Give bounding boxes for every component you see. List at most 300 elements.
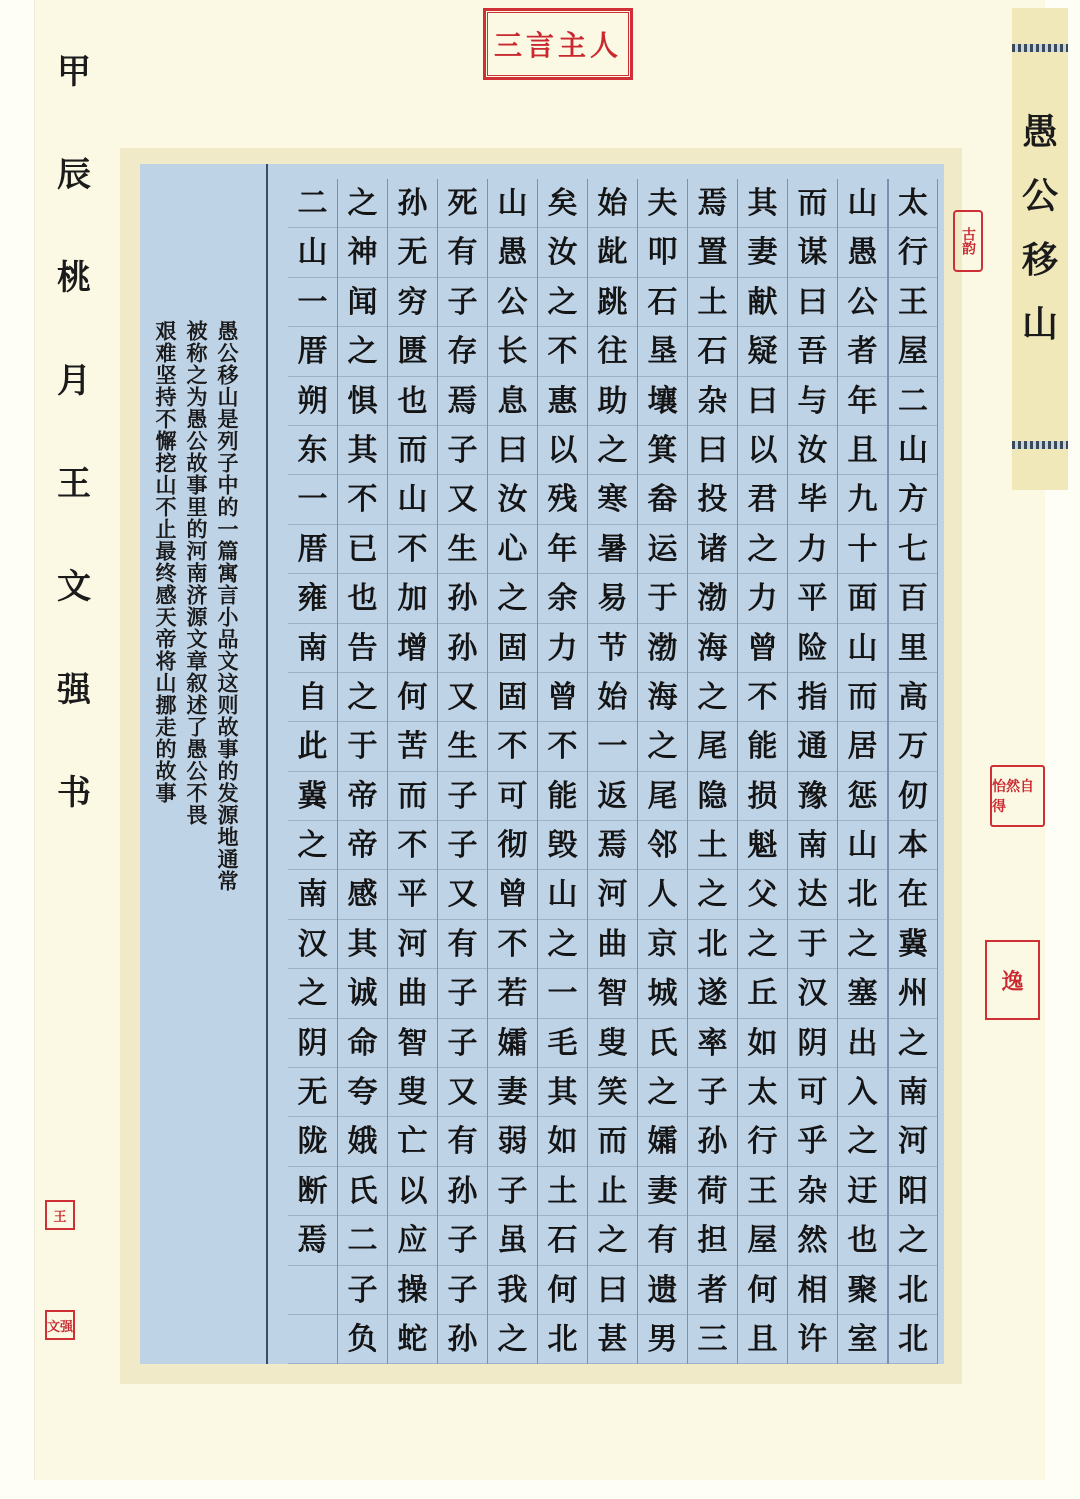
text-cell: 何 [538, 1266, 587, 1315]
text-cell: 汝 [488, 475, 537, 524]
text-cell: 海 [638, 673, 687, 722]
text-cell: 渤 [638, 624, 687, 673]
text-cell: 万 [889, 722, 937, 771]
text-cell: 塞 [838, 969, 887, 1018]
text-cell: 负 [338, 1315, 387, 1364]
text-cell: 吾 [788, 327, 837, 376]
text-cell: 生 [438, 722, 487, 771]
text-cell: 焉 [288, 1216, 337, 1265]
text-cell: 许 [788, 1315, 837, 1364]
text-cell: 海 [688, 624, 737, 673]
text-cell: 南 [788, 821, 837, 870]
text-cell: 石 [538, 1216, 587, 1265]
work-title [1012, 100, 1068, 356]
text-cell: 存 [438, 327, 487, 376]
text-cell: 如 [538, 1117, 587, 1166]
text-cell: 东 [288, 426, 337, 475]
text-cell: 叟 [588, 1019, 637, 1068]
text-cell: 疑 [738, 327, 787, 376]
text-cell: 不 [488, 920, 537, 969]
text-cell: 孀 [488, 1019, 537, 1068]
text-cell: 京 [638, 920, 687, 969]
text-cell: 山 [838, 179, 887, 228]
text-cell: 一 [288, 475, 337, 524]
text-cell: 感 [338, 870, 387, 919]
text-cell: 不 [338, 475, 387, 524]
text-cell: 虽 [488, 1216, 537, 1265]
text-cell: 若 [488, 969, 537, 1018]
text-cell: 毕 [788, 475, 837, 524]
text-cell: 石 [688, 327, 737, 376]
text-cell: 人 [638, 870, 687, 919]
text-cell: 妻 [638, 1167, 687, 1216]
text-cell: 屋 [889, 327, 937, 376]
text-cell: 又 [438, 673, 487, 722]
text-cell: 不 [538, 327, 587, 376]
text-cell: 帝 [338, 821, 387, 870]
text-cell: 跳 [588, 278, 637, 327]
text-cell: 而 [838, 673, 887, 722]
title-char: 公 [1021, 175, 1058, 217]
text-cell: 之 [738, 920, 787, 969]
text-column [288, 179, 338, 1364]
text-cell: 豫 [788, 772, 837, 821]
signature-char: 月 [57, 361, 91, 401]
text-cell: 屋 [738, 1216, 787, 1265]
text-cell: 曾 [488, 870, 537, 919]
text-cell: 雍 [288, 574, 337, 623]
text-cell: 遂 [688, 969, 737, 1018]
text-cell: 于 [638, 574, 687, 623]
text-cell: 山 [388, 475, 437, 524]
text-cell: 叟 [388, 1068, 437, 1117]
text-cell: 其 [538, 1068, 587, 1117]
text-cell: 不 [388, 821, 437, 870]
text-cell: 行 [889, 228, 937, 277]
text-cell: 暑 [588, 525, 637, 574]
text-cell: 太 [738, 1068, 787, 1117]
text-cell: 者 [688, 1266, 737, 1315]
seal-right-3: 逸 [985, 940, 1040, 1020]
text-cell: 而 [388, 426, 437, 475]
text-cell: 之 [288, 969, 337, 1018]
text-cell: 毁 [538, 821, 587, 870]
text-cell: 仞 [889, 772, 937, 821]
text-cell: 夫 [638, 179, 687, 228]
text-cell: 甚 [588, 1315, 637, 1364]
text-cell: 杂 [788, 1167, 837, 1216]
text-cell: 弱 [488, 1117, 537, 1166]
text-cell: 孀 [638, 1117, 687, 1166]
text-cell: 诸 [688, 525, 737, 574]
text-cell: 苦 [388, 722, 437, 771]
text-cell: 止 [588, 1167, 637, 1216]
text-cell: 命 [338, 1019, 387, 1068]
text-cell: 孙 [388, 179, 437, 228]
title-char: 移 [1021, 239, 1058, 281]
text-cell: 焉 [588, 821, 637, 870]
text-cell: 助 [588, 377, 637, 426]
text-cell: 且 [838, 426, 887, 475]
text-cell: 杂 [688, 377, 737, 426]
text-cell: 入 [838, 1068, 887, 1117]
text-cell: 父 [738, 870, 787, 919]
text-cell: 迂 [838, 1167, 887, 1216]
text-cell: 断 [288, 1167, 337, 1216]
text-cell: 荷 [688, 1167, 737, 1216]
text-cell: 无 [288, 1068, 337, 1117]
text-cell: 在 [889, 870, 937, 919]
text-cell: 里 [889, 624, 937, 673]
text-cell: 力 [788, 525, 837, 574]
text-cell: 毛 [538, 1019, 587, 1068]
text-cell: 之 [538, 278, 587, 327]
text-cell: 又 [438, 475, 487, 524]
text-cell: 险 [788, 624, 837, 673]
text-cell: 叩 [638, 228, 687, 277]
text-cell: 又 [438, 870, 487, 919]
text-cell: 曲 [588, 920, 637, 969]
text-cell: 年 [538, 525, 587, 574]
text-cell: 子 [438, 1019, 487, 1068]
text-cell: 公 [838, 278, 887, 327]
text-cell: 山 [838, 624, 887, 673]
text-cell: 聚 [838, 1266, 887, 1315]
text-cell: 垦 [638, 327, 687, 376]
text-cell: 有 [438, 228, 487, 277]
text-cell: 龀 [588, 228, 637, 277]
signature-char: 王 [57, 464, 91, 504]
text-cell: 汝 [538, 228, 587, 277]
signature-char: 甲 [57, 52, 91, 92]
text-cell: 之 [688, 870, 737, 919]
text-cell: 率 [688, 1019, 737, 1068]
text-cell: 始 [588, 179, 637, 228]
text-cell: 方 [889, 475, 937, 524]
signature-char: 书 [57, 773, 91, 813]
text-cell: 且 [738, 1315, 787, 1364]
text-cell: 易 [588, 574, 637, 623]
title-char: 愚 [1021, 111, 1058, 153]
text-cell: 有 [638, 1216, 687, 1265]
text-cell: 北 [889, 1266, 937, 1315]
text-cell: 孙 [438, 1315, 487, 1364]
text-cell: 乎 [788, 1117, 837, 1166]
text-cell: 也 [838, 1216, 887, 1265]
text-cell: 心 [488, 525, 537, 574]
text-cell: 之 [338, 179, 387, 228]
text-cell: 与 [788, 377, 837, 426]
text-cell: 北 [838, 870, 887, 919]
text-cell: 以 [538, 426, 587, 475]
text-cell: 之 [838, 1117, 887, 1166]
seal-right-1: 古韵 [953, 210, 983, 272]
text-cell: 残 [538, 475, 587, 524]
text-cell: 子 [438, 772, 487, 821]
text-cell: 以 [738, 426, 787, 475]
text-cell: 南 [889, 1068, 937, 1117]
text-column [738, 179, 788, 1364]
text-cell: 我 [488, 1266, 537, 1315]
text-cell: 石 [638, 278, 687, 327]
text-cell: 厝 [288, 525, 337, 574]
text-column [538, 179, 588, 1364]
text-cell: 行 [738, 1117, 787, 1166]
text-cell: 余 [538, 574, 587, 623]
text-cell: 曲 [388, 969, 437, 1018]
text-cell: 之 [889, 1216, 937, 1265]
text-cell: 愚 [838, 228, 887, 277]
seal-right-2: 怡然自得 [990, 765, 1045, 827]
text-cell: 丘 [738, 969, 787, 1018]
text-cell: 畚 [638, 475, 687, 524]
text-cell: 生 [438, 525, 487, 574]
text-column [388, 179, 438, 1364]
text-cell: 自 [288, 673, 337, 722]
text-cell: 冀 [288, 772, 337, 821]
text-cell: 之 [288, 821, 337, 870]
text-cell: 何 [388, 673, 437, 722]
text-cell: 愚 [488, 228, 537, 277]
text-cell: 王 [889, 278, 937, 327]
text-cell: 孙 [688, 1117, 737, 1166]
text-cell: 厝 [288, 327, 337, 376]
text-cell: 孙 [438, 624, 487, 673]
text-cell: 可 [488, 772, 537, 821]
text-cell: 之 [638, 1068, 687, 1117]
text-cell: 置 [688, 228, 737, 277]
text-cell: 闻 [338, 278, 387, 327]
text-cell: 娥 [338, 1117, 387, 1166]
text-cell: 于 [788, 920, 837, 969]
text-column [788, 179, 838, 1364]
text-cell: 惩 [838, 772, 887, 821]
text-cell: 本 [889, 821, 937, 870]
text-cell: 出 [838, 1019, 887, 1068]
text-cell: 寒 [588, 475, 637, 524]
text-cell: 彻 [488, 821, 537, 870]
text-cell: 告 [338, 624, 387, 673]
text-cell: 以 [388, 1167, 437, 1216]
text-cell: 指 [788, 673, 837, 722]
text-cell: 陇 [288, 1117, 337, 1166]
text-cell: 面 [838, 574, 887, 623]
text-cell: 男 [638, 1315, 687, 1364]
text-cell: 不 [488, 722, 537, 771]
text-cell: 尾 [688, 722, 737, 771]
text-cell: 三 [688, 1315, 737, 1364]
text-cell: 子 [438, 1266, 487, 1315]
text-cell: 不 [388, 525, 437, 574]
text-cell: 而 [788, 179, 837, 228]
text-cell: 北 [538, 1315, 587, 1364]
text-cell: 高 [889, 673, 937, 722]
text-cell: 北 [889, 1315, 937, 1364]
text-cell: 王 [738, 1167, 787, 1216]
text-cell: 山 [488, 179, 537, 228]
text-cell: 州 [889, 969, 937, 1018]
text-cell: 二 [889, 377, 937, 426]
text-cell: 平 [388, 870, 437, 919]
text-cell: 力 [538, 624, 587, 673]
text-cell: 其 [338, 920, 387, 969]
text-cell: 平 [788, 574, 837, 623]
calligraphy-grid [287, 179, 938, 1364]
text-cell: 九 [838, 475, 887, 524]
text-cell: 之 [588, 1216, 637, 1265]
text-cell [288, 1315, 337, 1364]
text-cell: 魁 [738, 821, 787, 870]
text-cell: 一 [588, 722, 637, 771]
text-cell: 十 [838, 525, 887, 574]
text-cell: 返 [588, 772, 637, 821]
text-cell: 一 [288, 278, 337, 327]
text-cell: 遗 [638, 1266, 687, 1315]
text-cell: 妻 [738, 228, 787, 277]
text-cell: 可 [788, 1068, 837, 1117]
text-cell: 之 [738, 525, 787, 574]
text-cell: 相 [788, 1266, 837, 1315]
text-cell: 惠 [538, 377, 587, 426]
text-cell: 惧 [338, 377, 387, 426]
text-cell: 壤 [638, 377, 687, 426]
annotation-line: 艰难坚持不懈挖山不止最终感天帝将山挪走的故事 [153, 320, 178, 804]
text-cell: 此 [288, 722, 337, 771]
text-cell: 曾 [538, 673, 587, 722]
text-cell: 七 [889, 525, 937, 574]
text-cell: 应 [388, 1216, 437, 1265]
seal-left-2: 文强 [45, 1310, 75, 1340]
text-cell: 阳 [889, 1167, 937, 1216]
text-column [888, 179, 938, 1364]
text-cell: 子 [488, 1167, 537, 1216]
text-cell: 而 [588, 1117, 637, 1166]
text-cell: 之 [538, 920, 587, 969]
text-cell: 而 [388, 772, 437, 821]
text-cell: 往 [588, 327, 637, 376]
text-cell: 焉 [688, 179, 737, 228]
text-column [338, 179, 388, 1364]
text-cell: 室 [838, 1315, 887, 1364]
text-cell: 汝 [788, 426, 837, 475]
text-cell: 阴 [288, 1019, 337, 1068]
text-cell: 年 [838, 377, 887, 426]
text-cell: 公 [488, 278, 537, 327]
text-cell: 不 [538, 722, 587, 771]
text-cell: 箕 [638, 426, 687, 475]
text-cell: 不 [738, 673, 787, 722]
text-cell: 子 [688, 1068, 737, 1117]
text-cell: 北 [688, 920, 737, 969]
text-column [588, 179, 638, 1364]
signature-char: 强 [57, 670, 91, 710]
title-band-bottom [1012, 441, 1068, 449]
text-cell: 通 [788, 722, 837, 771]
text-cell: 孙 [438, 1167, 487, 1216]
annotation-line: 愚公移山是列子中的一篇寓言小品文这则故事的发源地通常 [215, 320, 240, 892]
page-edge [34, 0, 35, 1480]
text-cell: 夸 [338, 1068, 387, 1117]
text-cell: 投 [688, 475, 737, 524]
signature-char: 文 [57, 567, 91, 607]
text-cell: 有 [438, 1117, 487, 1166]
text-cell: 也 [388, 377, 437, 426]
text-cell: 匮 [388, 327, 437, 376]
text-cell: 二 [338, 1216, 387, 1265]
seal-left-1: 王 [45, 1200, 75, 1230]
text-cell: 土 [538, 1167, 587, 1216]
text-cell: 之 [488, 1315, 537, 1364]
text-cell: 之 [338, 673, 387, 722]
text-cell: 帝 [338, 772, 387, 821]
text-cell: 亡 [388, 1117, 437, 1166]
text-cell: 然 [788, 1216, 837, 1265]
text-cell: 曰 [688, 426, 737, 475]
text-cell: 之 [338, 327, 387, 376]
text-cell: 汉 [788, 969, 837, 1018]
text-cell: 百 [889, 574, 937, 623]
text-cell: 增 [388, 624, 437, 673]
text-cell: 其 [338, 426, 387, 475]
text-cell: 损 [738, 772, 787, 821]
text-cell: 二 [288, 179, 337, 228]
text-cell: 阴 [788, 1019, 837, 1068]
text-cell: 已 [338, 525, 387, 574]
text-cell: 一 [538, 969, 587, 1018]
text-cell: 氏 [338, 1167, 387, 1216]
text-cell: 之 [588, 426, 637, 475]
text-cell: 子 [438, 278, 487, 327]
text-cell: 节 [588, 624, 637, 673]
text-cell: 山 [538, 870, 587, 919]
text-cell: 君 [738, 475, 787, 524]
text-cell: 南 [288, 870, 337, 919]
text-cell: 子 [438, 1216, 487, 1265]
text-cell: 之 [488, 574, 537, 623]
text-cell: 尾 [638, 772, 687, 821]
text-cell: 孙 [438, 574, 487, 623]
text-column [488, 179, 538, 1364]
text-cell: 土 [688, 278, 737, 327]
text-cell: 神 [338, 228, 387, 277]
text-cell: 何 [738, 1266, 787, 1315]
text-cell: 河 [588, 870, 637, 919]
text-cell: 蛇 [388, 1315, 437, 1364]
signature-char: 辰 [57, 155, 91, 195]
text-cell: 担 [688, 1216, 737, 1265]
text-cell: 河 [889, 1117, 937, 1166]
text-column [688, 179, 738, 1364]
text-column [438, 179, 488, 1364]
text-cell: 者 [838, 327, 887, 376]
text-cell: 太 [889, 179, 937, 228]
text-cell: 汉 [288, 920, 337, 969]
text-cell: 河 [388, 920, 437, 969]
text-cell: 固 [488, 673, 537, 722]
text-cell: 能 [738, 722, 787, 771]
text-cell: 子 [438, 426, 487, 475]
text-cell: 冀 [889, 920, 937, 969]
text-cell: 达 [788, 870, 837, 919]
text-cell: 无 [388, 228, 437, 277]
text-cell: 之 [838, 920, 887, 969]
text-cell: 之 [688, 673, 737, 722]
text-cell: 曰 [788, 278, 837, 327]
text-cell: 矣 [538, 179, 587, 228]
text-cell: 妻 [488, 1068, 537, 1117]
text-cell: 曰 [488, 426, 537, 475]
text-cell: 能 [538, 772, 587, 821]
